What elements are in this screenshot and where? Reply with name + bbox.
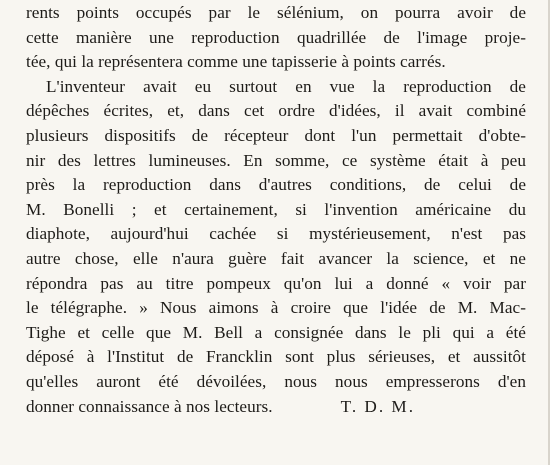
text-line: nir des lettres lumineuses. En somme, ce système était à peu (26, 150, 526, 170)
text-line: cette manière une reproduction quadrillée de l'image proje- (26, 27, 526, 47)
text-line: plusieurs dispositifs de récepteur dont l'un permettait d'obte- (26, 125, 526, 145)
closing-line (26, 395, 526, 420)
text-line: dépêches écrites, et, dans cet ordre d'idées, il avait combiné (26, 101, 526, 121)
text-line: Tighe et celle que M. Bell a consignée dans le pli qui a été (26, 322, 526, 342)
article-text (26, 1, 526, 419)
text-line: tée, qui la représentera comme une tapisserie à points carrés. (26, 52, 446, 72)
text-line: déposé à l'Institut de Francklin sont plus sérieuses, et aussitôt (26, 347, 526, 367)
text-line: répondra pas au titre pompeux qu'on lui a donné « voir par (26, 273, 526, 293)
text-line: le télégraphe. » Nous aimons à croire que l'idée de M. Mac- (26, 298, 526, 318)
text-line: diaphote, aujourd'hui cachée si mystérieusement, n'est pas (26, 224, 526, 244)
text-line: près la reproduction dans d'autres conditions, de celui de (26, 175, 526, 195)
text-line: qu'elles auront été dévoilées, nous nous empresserons d'en (26, 371, 526, 391)
text-line: rents points occupés par le sélénium, on pourra avoir de (26, 3, 526, 22)
text-line: L'inventeur avait eu surtout en vue la reproduction de (46, 76, 526, 96)
text-line: donner connaissance à nos lecteurs. (26, 396, 273, 416)
text-line: autre chose, elle n'aura guère fait avancer la science, et ne (26, 248, 526, 268)
text-line: M. Bonelli ; et certainement, si l'invention américaine du (26, 199, 526, 219)
author-signature: T. D. M. (340, 396, 415, 416)
